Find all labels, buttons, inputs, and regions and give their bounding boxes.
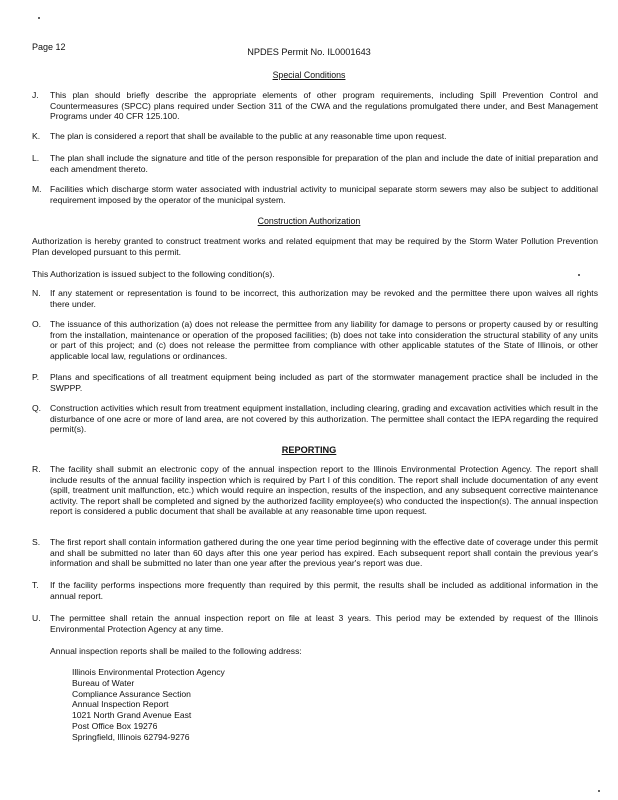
item-text: This plan should briefly describe the appropriate elements of other program requirements, including Spill Prevention Control and Countermeasures (SPCC) plans required under Section 311 of the CWA and the regulations promulgated there under, and Best Management Programs under 40 CFR 125.100. — [50, 90, 598, 122]
condition-item-q — [32, 403, 598, 435]
address-line: Springfield, Illinois 62794-9276 — [72, 731, 190, 742]
item-text: The permittee shall retain the annual inspection report on file at least 3 years. This period may be extended by request of the Illinois Environmental Protection Agency at any time. — [50, 613, 598, 634]
item-text: Plans and specifications of all treatment equipment being included as part of the stormwater management practice shall be included in the SWPPP. — [50, 372, 598, 393]
permit-number: NPDES Permit No. IL0001643 — [247, 47, 371, 57]
condition-item-n — [32, 288, 598, 309]
item-text: The first report shall contain information gathered during the one year time period beginning with the effective date of coverage under this permit and shall be submitted no later than 60 days after this one year period has expired. Each subsequent report shall contain the previous year's information and shall be submitted no later than one year after the previous year's report was due. — [50, 537, 598, 569]
address-line: Annual Inspection Report — [72, 699, 169, 710]
item-text: The issuance of this authorization (a) does not release the permittee from any liability for damage to persons or property caused by or resulting from the installation, maintenance or operation of the proposed facilities; (b) does not take into consideration the structural stability of any units or part of this project; and (c) does not release the permittee from compliance with other applicable statutes of the State of Illinois, or other applicable local law, regulations or ordinances. — [50, 319, 598, 361]
item-text: If the facility performs inspections more frequently than required by this permit, the results shall be included as additional information in the annual report. — [50, 580, 598, 601]
conditions-intro: This Authorization is issued subject to the following condition(s). — [32, 269, 275, 279]
item-letter: L. — [32, 153, 40, 163]
condition-item-j — [32, 90, 598, 122]
item-letter: M. — [32, 184, 42, 194]
item-letter: O. — [32, 319, 42, 329]
item-text: If any statement or representation is found to be incorrect, this authorization may be revoked and the permittee there upon waives all rights there under. — [50, 288, 598, 309]
scan-speck — [598, 790, 600, 792]
reporting-heading: REPORTING — [281, 445, 337, 455]
item-letter: P. — [32, 372, 40, 382]
condition-item-u — [32, 613, 598, 634]
condition-item-o — [32, 319, 598, 361]
address-line: Bureau of Water — [72, 677, 135, 688]
mailing-address — [72, 667, 372, 743]
condition-item-l — [32, 153, 598, 174]
item-letter: J. — [32, 90, 39, 100]
item-text: The plan is considered a report that shall be available to the public at any reasonable time upon request. — [50, 131, 447, 141]
condition-item-k — [32, 131, 598, 142]
condition-item-m — [32, 184, 598, 205]
scan-speck — [38, 17, 40, 19]
address-line: 1021 North Grand Avenue East — [72, 710, 192, 721]
item-letter: N. — [32, 288, 41, 298]
page-number: Page 12 — [32, 42, 66, 52]
condition-item-t — [32, 580, 598, 601]
condition-item-r — [32, 464, 598, 517]
mailing-intro: Annual inspection reports shall be mailed to the following address: — [50, 646, 302, 656]
item-text: Construction activities which result from treatment equipment installation, including clearing, grading and excavation activities which result in the disturbance of one acre or more of land area, are not covered by this authorization. The permittee shall contact the IEPA regarding the required permit(s). — [50, 403, 598, 435]
construction-authorization-heading: Construction Authorization — [257, 216, 361, 226]
address-line: Compliance Assurance Section — [72, 688, 191, 699]
item-letter: T. — [32, 580, 39, 590]
address-line: Illinois Environmental Protection Agency — [72, 667, 225, 677]
authorization-intro: Authorization is hereby granted to construct treatment works and related equipment that may be required by the Storm Water Pollution Prevention Plan developed pursuant to this permit. — [32, 236, 598, 257]
item-text: The facility shall submit an electronic copy of the annual inspection report to the Illinois Environmental Protection Agency. The report shall include results of the annual facility inspection which is required by Part I of this condition. The report shall include documentation of any event (spill, treatment unit malfunction, etc.) which would require an inspection, results of the inspection, and any subsequent corrective maintenance activity. The report shall be completed and signed by the authorized facility employee(s) who conducted the inspection(s). The annual inspection report is considered a public document that shall be available at any reasonable time upon request. — [50, 464, 598, 517]
condition-item-p — [32, 372, 598, 393]
address-line: Post Office Box 19276 — [72, 720, 158, 731]
item-letter: S. — [32, 537, 41, 547]
item-text: Facilities which discharge storm water associated with industrial activity to municipal separate storm sewers may also be subject to additional requirement imposed by the operator of the municipal system. — [50, 184, 598, 205]
item-letter: R. — [32, 464, 41, 474]
condition-item-s — [32, 537, 598, 569]
item-letter: U. — [32, 613, 41, 623]
special-conditions-heading: Special Conditions — [272, 70, 346, 80]
item-text: The plan shall include the signature and title of the person responsible for preparation of the plan and include the date of initial preparation and each amendment thereto. — [50, 153, 598, 174]
item-letter: K. — [32, 131, 41, 141]
item-letter: Q. — [32, 403, 42, 413]
